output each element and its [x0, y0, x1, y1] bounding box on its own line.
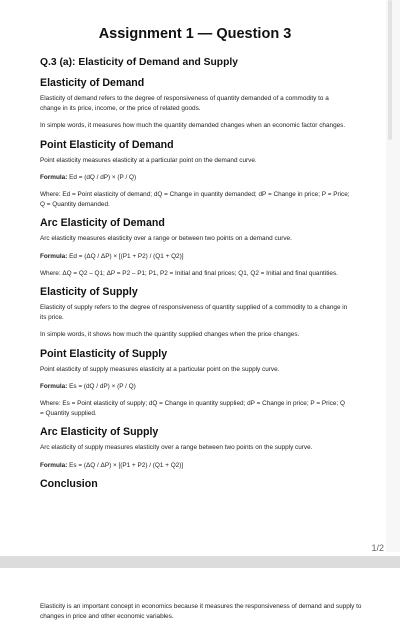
document-title: Assignment 1 — Question 3 — [98, 26, 292, 42]
paragraph: Arc elasticity of supply measures elasticity over a range between two points on the supply curve. — [40, 444, 313, 452]
section-heading-point-elasticity-of-demand: Point Elasticity of Demand — [40, 138, 174, 151]
section-heading-conclusion: Conclusion — [40, 477, 98, 490]
paragraph: Arc elasticity measures elasticity over a range or between two points on a demand curve. — [40, 235, 292, 243]
document-page-2 — [0, 568, 400, 628]
conclusion-paragraph: Elasticity is an important concept in economics because it measures the responsiveness of demand and supply to changes in price and other economic variables. — [40, 603, 362, 621]
formula-label: Formula: — [40, 173, 68, 181]
formula-line — [40, 252, 350, 262]
section-heading-elasticity-of-demand: Elasticity of Demand — [40, 77, 145, 89]
formula-label: Formula: — [40, 382, 68, 390]
page-indicator: 1/2 — [371, 543, 384, 553]
question-heading: Q.3 (a): Elasticity of Demand and Supply — [40, 57, 238, 68]
formula-label: Formula: — [40, 461, 68, 469]
section-heading-elasticity-of-supply: Elasticity of Supply — [40, 286, 138, 299]
paragraph: In simple words, it measures how much the quantity demanded changes when an economic factor changes. — [40, 122, 346, 130]
formula: Ed = (dQ / dP) × (P / Q) — [69, 173, 137, 181]
formula: Es = (dQ / dP) × (P / Q) — [69, 382, 136, 390]
where-paragraph: Where: Ed = Point elasticity of demand; dQ = Change in quantity demanded; dP = Change in price; P = Price; Q = Quantity demanded. — [40, 191, 350, 209]
page-separator — [0, 556, 400, 568]
paragraph: In simple words, it shows how much the quantity supplied changes when the price changes. — [40, 331, 300, 339]
formula-line — [40, 461, 350, 471]
paragraph: Elasticity of demand refers to the degree of responsiveness of quantity demanded of a commodity to a change in its price, income, or the price of related goods. — [40, 95, 329, 113]
formula: Ed = (ΔQ / ΔP) × [(P1 + P2) / (Q1 + Q2)] — [69, 252, 184, 260]
scrollbar-thumb[interactable] — [388, 0, 392, 140]
formula-line — [40, 382, 350, 392]
section-heading-arc-elasticity-of-supply: Arc Elasticity of Supply — [40, 426, 159, 439]
section-heading-point-elasticity-of-supply: Point Elasticity of Supply — [40, 347, 168, 360]
section-heading-arc-elasticity-of-demand: Arc Elasticity of Demand — [40, 217, 165, 230]
formula-line — [40, 173, 350, 183]
paragraph: Point elasticity of supply measures elasticity at a particular point on the supply curve. — [40, 365, 280, 373]
where-paragraph: Where: ΔQ = Q2 – Q1; ΔP = P2 – P1; P1, P2 = Initial and final prices; Q1, Q2 = Initial and final quantities. — [40, 269, 338, 277]
paragraph: Point elasticity measures elasticity at a particular point on the demand curve. — [40, 156, 257, 164]
where-paragraph: Where: Es = Point elasticity of supply; dQ = Change in quantity supplied; dP = Change in price; P = Price; Q = Quantity supplied. — [40, 400, 345, 418]
formula-label: Formula: — [40, 252, 68, 260]
paragraph: Elasticity of supply refers to the degree of responsiveness of quantity supplied of a commodity to a change in its price. — [40, 304, 348, 322]
formula: Es = (ΔQ / ΔP) × [(P1 + P2) / (Q1 + Q2)] — [69, 461, 184, 469]
